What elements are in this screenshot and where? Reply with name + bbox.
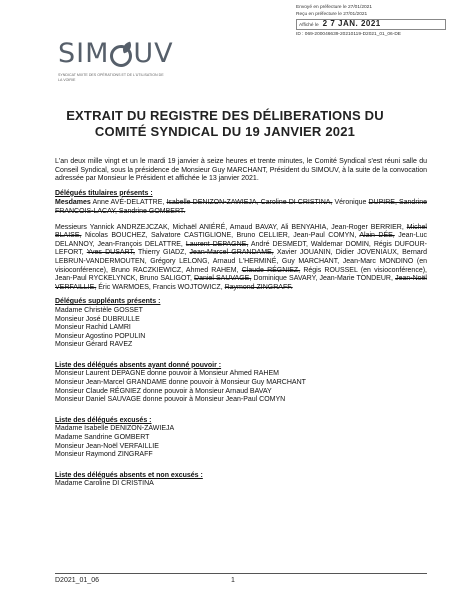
suppleants-heading: Délégués suppléants présents : [55,298,161,306]
document-body [55,158,427,489]
list-item: Monsieur Jean-Marcel GRANDAME donne pouvoir à Monsieur Guy MARCHANT [55,379,306,387]
logo-tagline: SYNDICAT MIXTE DES OPÉRATIONS ET DE L'UTILISATION DE LA VOIRIE [58,73,164,82]
list-item: Monsieur Raymond ZINGRAFF [55,451,153,459]
struck-name: DUPIRE, Sandrine FRANCOIS-LACAY, Sandrine GOMBERT. [55,199,427,215]
deliberation-code: D2021_01_06 [55,577,99,584]
document-title-line1: EXTRAIT DU REGISTRE DES DÉLIBERATIONS DU [66,108,384,123]
stamp-line-sent: Envoyé en préfecture le 27/01/2021 [296,5,373,10]
simouv-logo [58,38,174,69]
list-item: Monsieur Gérard RAVEZ [55,341,133,349]
stamp-line-id: ID : 069-200046639-20210119-D2021_01_06-DE [296,32,401,37]
list-item: Monsieur Jean-Noël VERFAILLIE [55,442,159,450]
intro-paragraph: L'an deux mille vingt et un le mardi 19 janvier à seize heures et trente minutes, le Comité Syndical s'est réuni salle du Conseil Syndical, sous la présidence de Monsieur Guy MARCHANT, Président du SIMOUV, à la suite de la convocation adressée par Monsieur le Président et affichée le 13 janvier 2021. [55,158,427,183]
stamp-line-received: Reçu en préfecture le 27/01/2021 [296,12,368,17]
struck-name: Jean-Noël VERFAILLIE, [55,275,427,291]
list-item: Madame Caroline DI CRISTINA [55,480,154,488]
list-item: Monsieur Daniel SAUVAGE donne pouvoir à Monsieur Jean-Paul COMYN [55,396,286,404]
document-title-line2: COMITÉ SYNDICAL DU 19 JANVIER 2021 [94,124,356,139]
struck-name: Raymond ZINGRAFF. [224,283,293,291]
footer-divider [55,573,427,574]
excuses-heading: Liste des délégués excusés : [55,416,152,424]
list-item: Monsieur Claude RÉGNIEZ donne pouvoir à Monsieur Arnaud BAVAY [55,387,272,395]
pouvoirs-list [55,370,427,404]
logo-o-leaf-icon [110,45,132,67]
list-item: Madame Christèle GOSSET [55,306,143,314]
stamp-posted-date: 2 7 JAN. 2021 [322,19,381,28]
pouvoirs-heading: Liste des délégués absents ayant donné pouvoir : [55,361,222,369]
titulaires-messieurs: Messieurs Yannick ANDRZEJCZAK, Michaël ANIÉRÉ, Arnaud BAVAY, Ali BENYAHIA, Jean-Roger BERRIER, Michel BLAISE, Nicolas BOUCHEZ, Salvatore CASTIGLIONE, Bruno CELLIER, Jean-Paul COMYN, Alain DÉE, Jean-Luc DELANNOY, Jean-François DELATTRE, Laurent DEPAGNE, André DESMEDT, Waldemar DOMIN, Régis DUFOUR-LEFORT, Yves DUSART, Thierry GIADZ, Jean-Marcel GRANDAME, Xavier JOUANIN, Didier JOVENIAUX, Bernard LEBRUN-VANDERMOUTEN, Grégory LELONG, Arnaud L'HERMINÉ, Guy MARCHANT, Jean-Marc MONDINO (en visioconférence), Bruno RACZKIEWICZ, Ahmed RAHEM, Claude RÉGNIEZ, Régis ROUSSEL (en visioconférence), Jean-Paul RYCKELYNCK, Bruno SALIGOT, Daniel SAUVAGE, Dominique SAVARY, Jean-Marie TONDEUR, Jean-Noël VERFAILLIE, Éric WARMOES, Francis WOJTOWICZ, Raymond ZINGRAFF. [55,223,428,291]
struck-name: Jean-Marcel GRANDAME, [189,249,274,257]
logo-text-left: SIM [58,38,110,69]
struck-name: Laurent DEPAGNE, [185,240,249,248]
list-item: Monsieur Agostino POPULIN [55,332,146,340]
prefecture-stamp [296,4,446,38]
excuses-list [55,425,427,459]
struck-name: Alain DÉE, [359,232,395,240]
list-item: Madame Isabelle DENIZON-ZAWIEJA [55,425,175,433]
titulaires-mesdames: Mesdames Anne AVÉ-DELATTRE, Isabelle DENIZON-ZAWIEJA, Caroline DI CRISTINA, Véronique DUPIRE, Sandrine FRANCOIS-LACAY, Sandrine GOMBERT. [55,199,427,215]
stamp-posted-label: Affiché le [299,23,319,28]
struck-name: Claude RÉGNIEZ, [241,266,301,274]
non-excuses-heading: Liste des délégués absents et non excusés : [55,471,203,479]
struck-name: Isabelle DENIZON-ZAWIEJA, Caroline DI CRISTINA, [166,199,333,207]
logo-text-right: UV [133,38,174,69]
list-item: Monsieur Laurent DEPAGNE donne pouvoir à Monsieur Ahmed RAHEM [55,370,279,378]
stamp-line-posted [296,19,446,30]
mesdames-prefix: Mesdames [55,199,91,207]
non-excuses-list [55,480,427,489]
struck-name: Michel BLAISE, [55,223,427,240]
page-number: 1 [231,577,235,584]
list-item: Monsieur Rachid LAMRI [55,324,131,332]
suppleants-list [55,307,427,350]
list-item: Madame Sandrine GOMBERT [55,434,150,442]
titulaires-heading: Délégués titulaires présents : [55,189,153,197]
list-item: Monsieur José DUBRULLE [55,315,140,323]
struck-name: Yves DUSART, [86,249,135,257]
struck-name: Daniel SAUVAGE, [194,275,252,283]
